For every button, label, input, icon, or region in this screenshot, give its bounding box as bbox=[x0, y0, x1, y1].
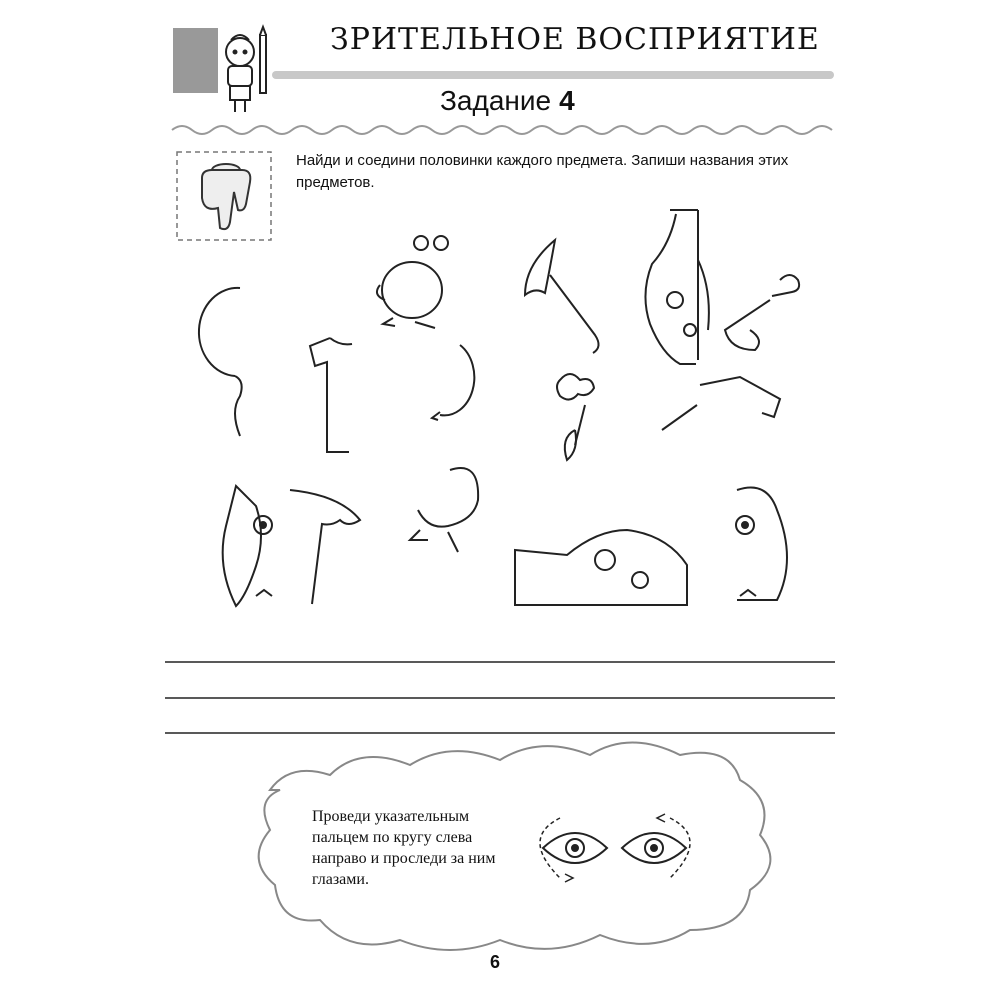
balloon-left-half bbox=[199, 288, 242, 436]
boy-with-pencil-icon bbox=[226, 27, 266, 112]
header-gray-block bbox=[173, 28, 218, 93]
page-number: 6 bbox=[490, 952, 501, 972]
shirt-right-half bbox=[662, 377, 780, 430]
frog-bottom-half bbox=[410, 468, 478, 552]
vase-left-half bbox=[645, 210, 698, 364]
pointing-hand-icon bbox=[202, 164, 250, 229]
flower-bottom-half bbox=[565, 300, 770, 460]
wavy-divider bbox=[172, 126, 832, 134]
vase-right-half bbox=[698, 210, 709, 360]
owl-left-half bbox=[223, 486, 272, 606]
task-number: 4 bbox=[559, 85, 575, 116]
tip-text: Проведи указательным пальцем по кругу слева направо и проследи за ним глазами. bbox=[312, 808, 496, 888]
balloon-right-half bbox=[432, 345, 474, 420]
owl-right-half bbox=[736, 488, 787, 601]
shirt-left-half bbox=[310, 338, 352, 452]
instruction-text: Найди и соедини половинки каждого предмета. Запиши названия этих предметов. bbox=[296, 152, 789, 191]
task-label: Задание bbox=[440, 85, 552, 116]
section-title: ЗРИТЕЛЬНОЕ ВОСПРИЯТИЕ bbox=[330, 22, 820, 57]
umbrella-right-half bbox=[290, 490, 360, 604]
vase-bottom-half bbox=[515, 530, 687, 605]
frog-top-half bbox=[377, 236, 448, 328]
umbrella-top-half bbox=[525, 240, 599, 353]
task-title bbox=[440, 85, 575, 117]
header-bar bbox=[272, 71, 834, 79]
